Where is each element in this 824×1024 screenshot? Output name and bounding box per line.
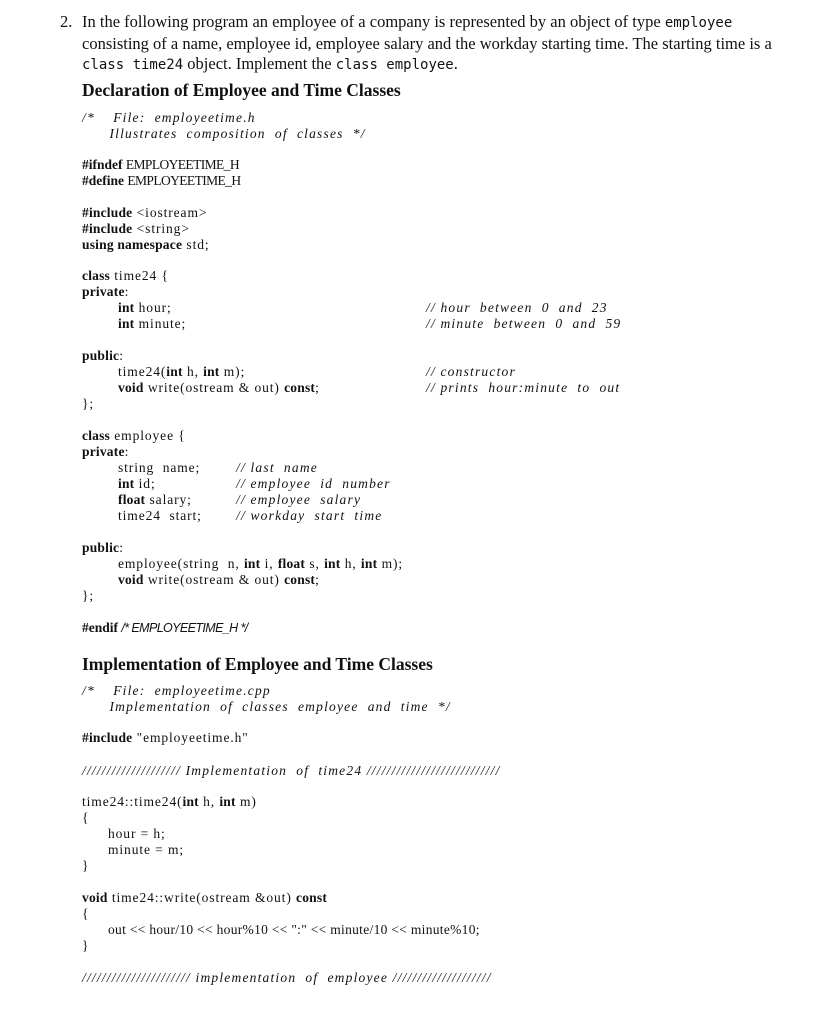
using-keyword: using namespace xyxy=(82,237,183,252)
include-header: "employeetime.h" xyxy=(136,730,249,745)
emp-ctor-param-i: i, xyxy=(264,556,278,571)
void-keyword: void xyxy=(82,890,108,905)
hour-comment: // hour between 0 and 23 xyxy=(426,300,608,315)
emp-ctor-line xyxy=(118,556,403,572)
private-line-1 xyxy=(82,284,129,300)
int-keyword: int xyxy=(324,556,341,571)
minute-decl: minute; xyxy=(138,316,187,331)
implementation-heading: Implementation of Employee and Time Classes xyxy=(82,654,433,674)
separator-slashes-left: ////////////////////// xyxy=(82,970,191,985)
salary-comment: // employee salary xyxy=(236,492,362,507)
impl-file-comment-line-1: /* File: employeetime.cpp xyxy=(82,683,271,698)
endif-keyword: #endif xyxy=(82,620,119,635)
colon: : xyxy=(124,284,130,299)
write-def: time24::write(ostream &out) xyxy=(111,890,292,905)
ctor-name: time24( xyxy=(118,364,167,379)
emp-write-decl: write(ostream & out) xyxy=(147,572,280,587)
impl-file-comment-line-2: Implementation of classes employee and time */ xyxy=(82,699,451,714)
close-brace-time24: }; xyxy=(82,396,95,411)
define-value: EMPLOYEETIME_H xyxy=(127,173,241,188)
assign-minute: minute = m; xyxy=(108,842,185,857)
class-time24-line xyxy=(82,268,169,284)
include-string-line xyxy=(82,221,190,237)
type-name: employee xyxy=(664,15,733,31)
hour-decl-line xyxy=(118,300,172,316)
class-keyword: class xyxy=(82,268,110,283)
const-keyword: const xyxy=(296,890,328,905)
private-keyword: private xyxy=(82,284,125,299)
impl-include-line xyxy=(82,730,249,746)
problem-intro-2: consisting of a name, employee id, employee salary and the workday starting time. xyxy=(82,33,629,53)
ctor-open-brace: { xyxy=(82,810,90,825)
public-line-1 xyxy=(82,348,124,364)
include-keyword: #include xyxy=(82,730,133,745)
close-brace-employee: }; xyxy=(82,588,95,603)
const-keyword: const xyxy=(284,572,316,587)
ctor-def-param-h: h, xyxy=(203,794,220,809)
emp-ctor-param-h: h, xyxy=(344,556,361,571)
int-keyword: int xyxy=(166,364,183,379)
endif-comment: /* EMPLOYEETIME_H */ xyxy=(121,621,248,635)
write-decl-line xyxy=(118,380,320,396)
include-keyword: #include xyxy=(82,205,133,220)
ctor-def-line xyxy=(82,794,257,810)
start-comment: // workday start time xyxy=(236,508,383,523)
separator-slashes-left: //////////////////// xyxy=(82,763,182,778)
float-keyword: float xyxy=(277,556,306,571)
ifndef-value: EMPLOYEETIME_H xyxy=(125,157,239,172)
problem-intro-4: object. Implement the xyxy=(187,54,332,73)
define-keyword: #define xyxy=(82,173,124,188)
problem-intro-1: In the following program an employee of a company is represented by an object of type xyxy=(82,12,661,31)
employee-open: employee { xyxy=(114,428,186,443)
class-time24-ref: class time24 xyxy=(82,57,184,73)
colon: : xyxy=(124,444,130,459)
include-iostream: <iostream> xyxy=(136,205,208,220)
ctor-def-name: time24::time24( xyxy=(82,794,183,809)
separator-slashes-right: //////////////////// xyxy=(392,970,492,985)
time24-open: time24 { xyxy=(114,268,169,283)
colon: : xyxy=(119,348,124,363)
include-iostream-line xyxy=(82,205,207,221)
int-keyword: int xyxy=(360,556,378,571)
write-close-brace: } xyxy=(82,938,90,953)
emp-ctor-param-m: m); xyxy=(381,556,404,571)
separator-slashes-right: /////////////////////////// xyxy=(366,763,501,778)
problem-intro-end: . xyxy=(453,54,458,73)
salary-decl: salary; xyxy=(149,492,192,507)
id-decl-line xyxy=(118,476,156,492)
endif-line xyxy=(82,620,248,636)
write-def-line xyxy=(82,890,327,906)
ctor-close-brace: } xyxy=(82,858,90,873)
int-keyword: int xyxy=(219,794,236,809)
write-comment: // prints hour:minute to out xyxy=(426,380,621,395)
ctor-comment: // constructor xyxy=(426,364,516,379)
int-keyword: int xyxy=(182,794,199,809)
separator-time24 xyxy=(82,763,501,779)
ctor-def-param-m: m) xyxy=(239,794,257,809)
out-statement: out << hour/10 << hour%10 << ":" << minute/10 << minute%10; xyxy=(108,922,480,937)
separator-employee xyxy=(82,970,492,986)
ctor-param-m: m); xyxy=(223,364,246,379)
public-keyword: public xyxy=(82,348,120,363)
private-line-2 xyxy=(82,444,129,460)
separator-label: implementation of employee xyxy=(195,970,389,985)
class-employee-line xyxy=(82,428,186,444)
declaration-heading: Declaration of Employee and Time Classes xyxy=(82,80,401,100)
class-employee-ref: class employee xyxy=(335,57,454,73)
private-keyword: private xyxy=(82,444,125,459)
int-keyword: int xyxy=(203,364,220,379)
semicolon: ; xyxy=(315,380,320,395)
write-open-brace: { xyxy=(82,906,90,921)
salary-decl-line xyxy=(118,492,192,508)
minute-comment: // minute between 0 and 59 xyxy=(426,316,622,331)
int-keyword: int xyxy=(118,300,135,315)
void-keyword: void xyxy=(118,380,144,395)
void-keyword: void xyxy=(118,572,144,587)
ctor-decl-line xyxy=(118,364,245,380)
minute-decl-line xyxy=(118,316,186,332)
separator-label: Implementation of time24 xyxy=(185,763,363,778)
start-decl: time24 start; xyxy=(118,508,202,523)
name-decl: string name; xyxy=(118,460,201,475)
hour-decl: hour; xyxy=(138,300,172,315)
problem-intro-3: The starting time is a xyxy=(632,33,772,53)
problem-statement xyxy=(60,12,780,76)
semicolon: ; xyxy=(315,572,320,587)
include-string: <string> xyxy=(136,221,190,236)
class-keyword: class xyxy=(82,428,110,443)
problem-text xyxy=(82,12,780,76)
write-decl: write(ostream & out) xyxy=(147,380,280,395)
include-keyword: #include xyxy=(82,221,133,236)
float-keyword: float xyxy=(118,492,146,507)
public-line-2 xyxy=(82,540,124,556)
define-line xyxy=(82,173,240,189)
id-comment: // employee id number xyxy=(236,476,391,491)
public-keyword: public xyxy=(82,540,120,555)
emp-ctor-param-s: s, xyxy=(309,556,325,571)
colon: : xyxy=(119,540,124,555)
problem-number: 2. xyxy=(60,12,73,31)
int-keyword: int xyxy=(118,316,135,331)
const-keyword: const xyxy=(284,380,316,395)
name-comment: // last name xyxy=(236,460,318,475)
int-keyword: int xyxy=(118,476,135,491)
int-keyword: int xyxy=(243,556,261,571)
file-comment-line-2: Illustrates composition of classes */ xyxy=(82,126,366,141)
ifndef-line xyxy=(82,157,239,173)
using-line xyxy=(82,237,210,253)
ctor-param-h: h, xyxy=(186,364,204,379)
using-value: std; xyxy=(186,237,210,252)
id-decl: id; xyxy=(138,476,156,491)
file-comment-line-1: /* File: employeetime.h xyxy=(82,110,256,125)
emp-write-line xyxy=(118,572,320,588)
assign-hour: hour = h; xyxy=(108,826,166,841)
emp-ctor-name: employee(string n, xyxy=(118,556,244,571)
ifndef-keyword: #ifndef xyxy=(82,157,123,172)
